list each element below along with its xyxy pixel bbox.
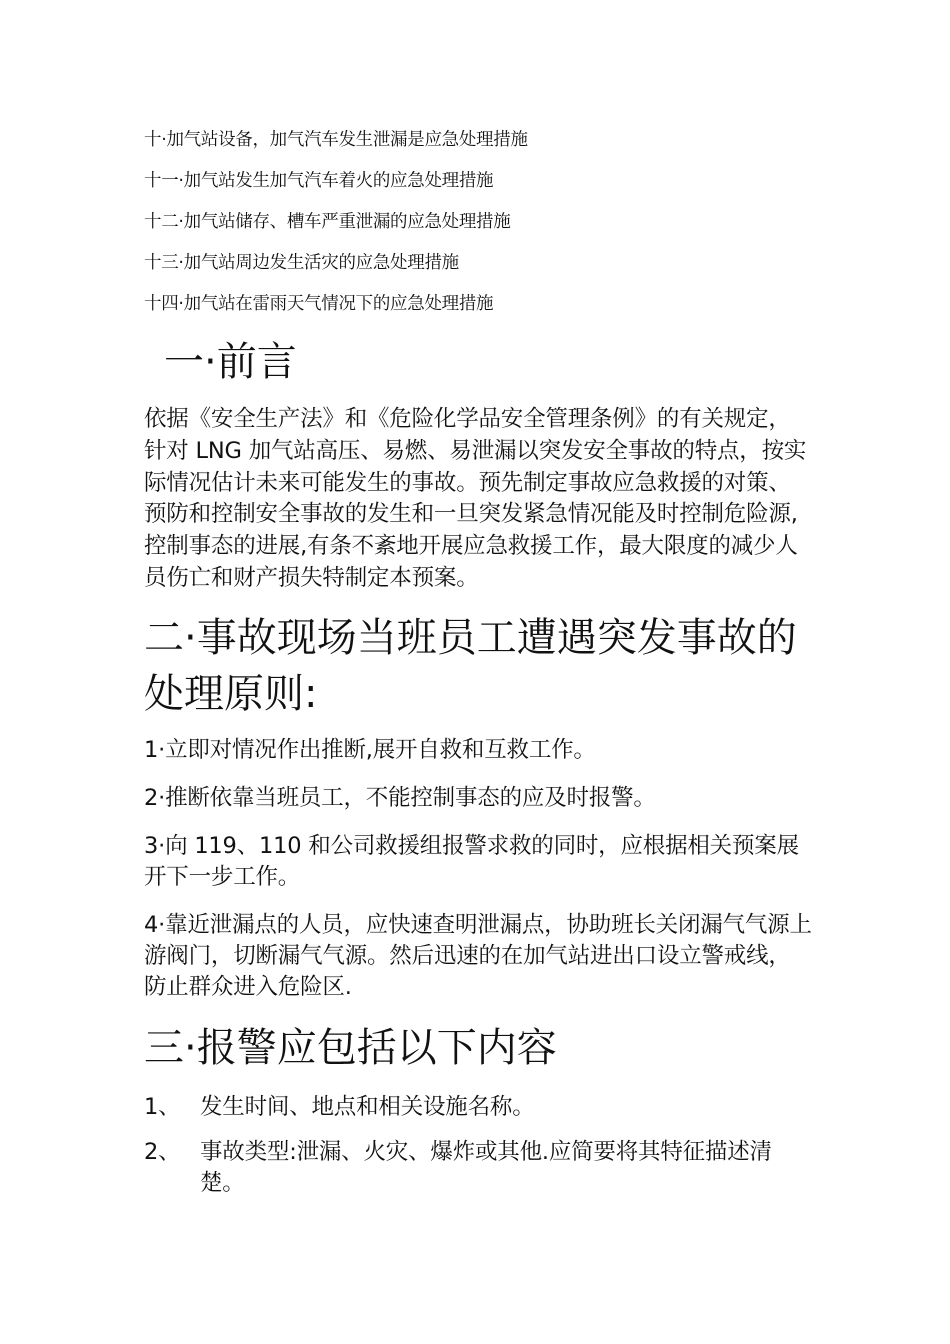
preface-paragraph: 依据《安全生产法》和《危险化学品安全管理条例》的有关规定，针对 LNG 加气站高压、易燃、易泄漏以突发安全事故的特点，按实际情况估计未来可能发生的事故。预先制定事故应急救援的对策、预防和控制安全事故的发生和一旦突发紧急情况能及时控制危险源,控制事态的进展,有条不紊地开展应急救援工作，最大限度的减少人员伤亡和财产损失特制定本预案。: [144, 406, 807, 591]
table-of-contents: [144, 126, 824, 331]
report-list: [144, 1092, 812, 1213]
report-item: [144, 1137, 812, 1199]
section-heading-preface: 一·前言: [164, 339, 297, 385]
report-item-text: 事故类型:泄漏、火灾、爆炸或其他.应简要将其特征描述清楚。: [200, 1139, 772, 1196]
toc-item: 十一·加气站发生加气汽车着火的应急处理措施: [144, 171, 494, 191]
report-item-number: 1、: [144, 1094, 181, 1120]
report-item: [144, 1092, 812, 1123]
section-heading-report: 三·报警应包括以下内容: [144, 1025, 557, 1071]
section-heading-principles: 二·事故现场当班员工遭遇突发事故的处理原则:: [144, 615, 797, 717]
principles-list: [144, 735, 812, 1020]
principle-item: 2·推断依靠当班员工，不能控制事态的应及时报警。: [144, 785, 656, 811]
toc-item: 十·加气站设备，加气汽车发生泄漏是应急处理措施: [144, 130, 528, 150]
toc-item: 十三·加气站周边发生活灾的应急处理措施: [144, 253, 459, 273]
toc-item: 十二·加气站储存、槽车严重泄漏的应急处理措施: [144, 212, 511, 232]
report-item-text: 发生时间、地点和相关设施名称。: [200, 1094, 535, 1120]
principle-item: 4·靠近泄漏点的人员，应快速查明泄漏点，协助班长关闭漏气气源上游阀门，切断漏气气源。然后迅速的在加气站进出口设立警戒线，防止群众进入危险区.: [144, 912, 812, 1000]
toc-item: 十四·加气站在雷雨天气情况下的应急处理措施: [144, 294, 494, 314]
report-item-number: 2、: [144, 1139, 181, 1165]
principle-item: 1·立即对情况作出推断,展开自救和互救工作。: [144, 737, 596, 763]
principle-item: 3·向 119、110 和公司救援组报警求救的同时，应根据相关预案展开下一步工作。: [144, 833, 799, 890]
